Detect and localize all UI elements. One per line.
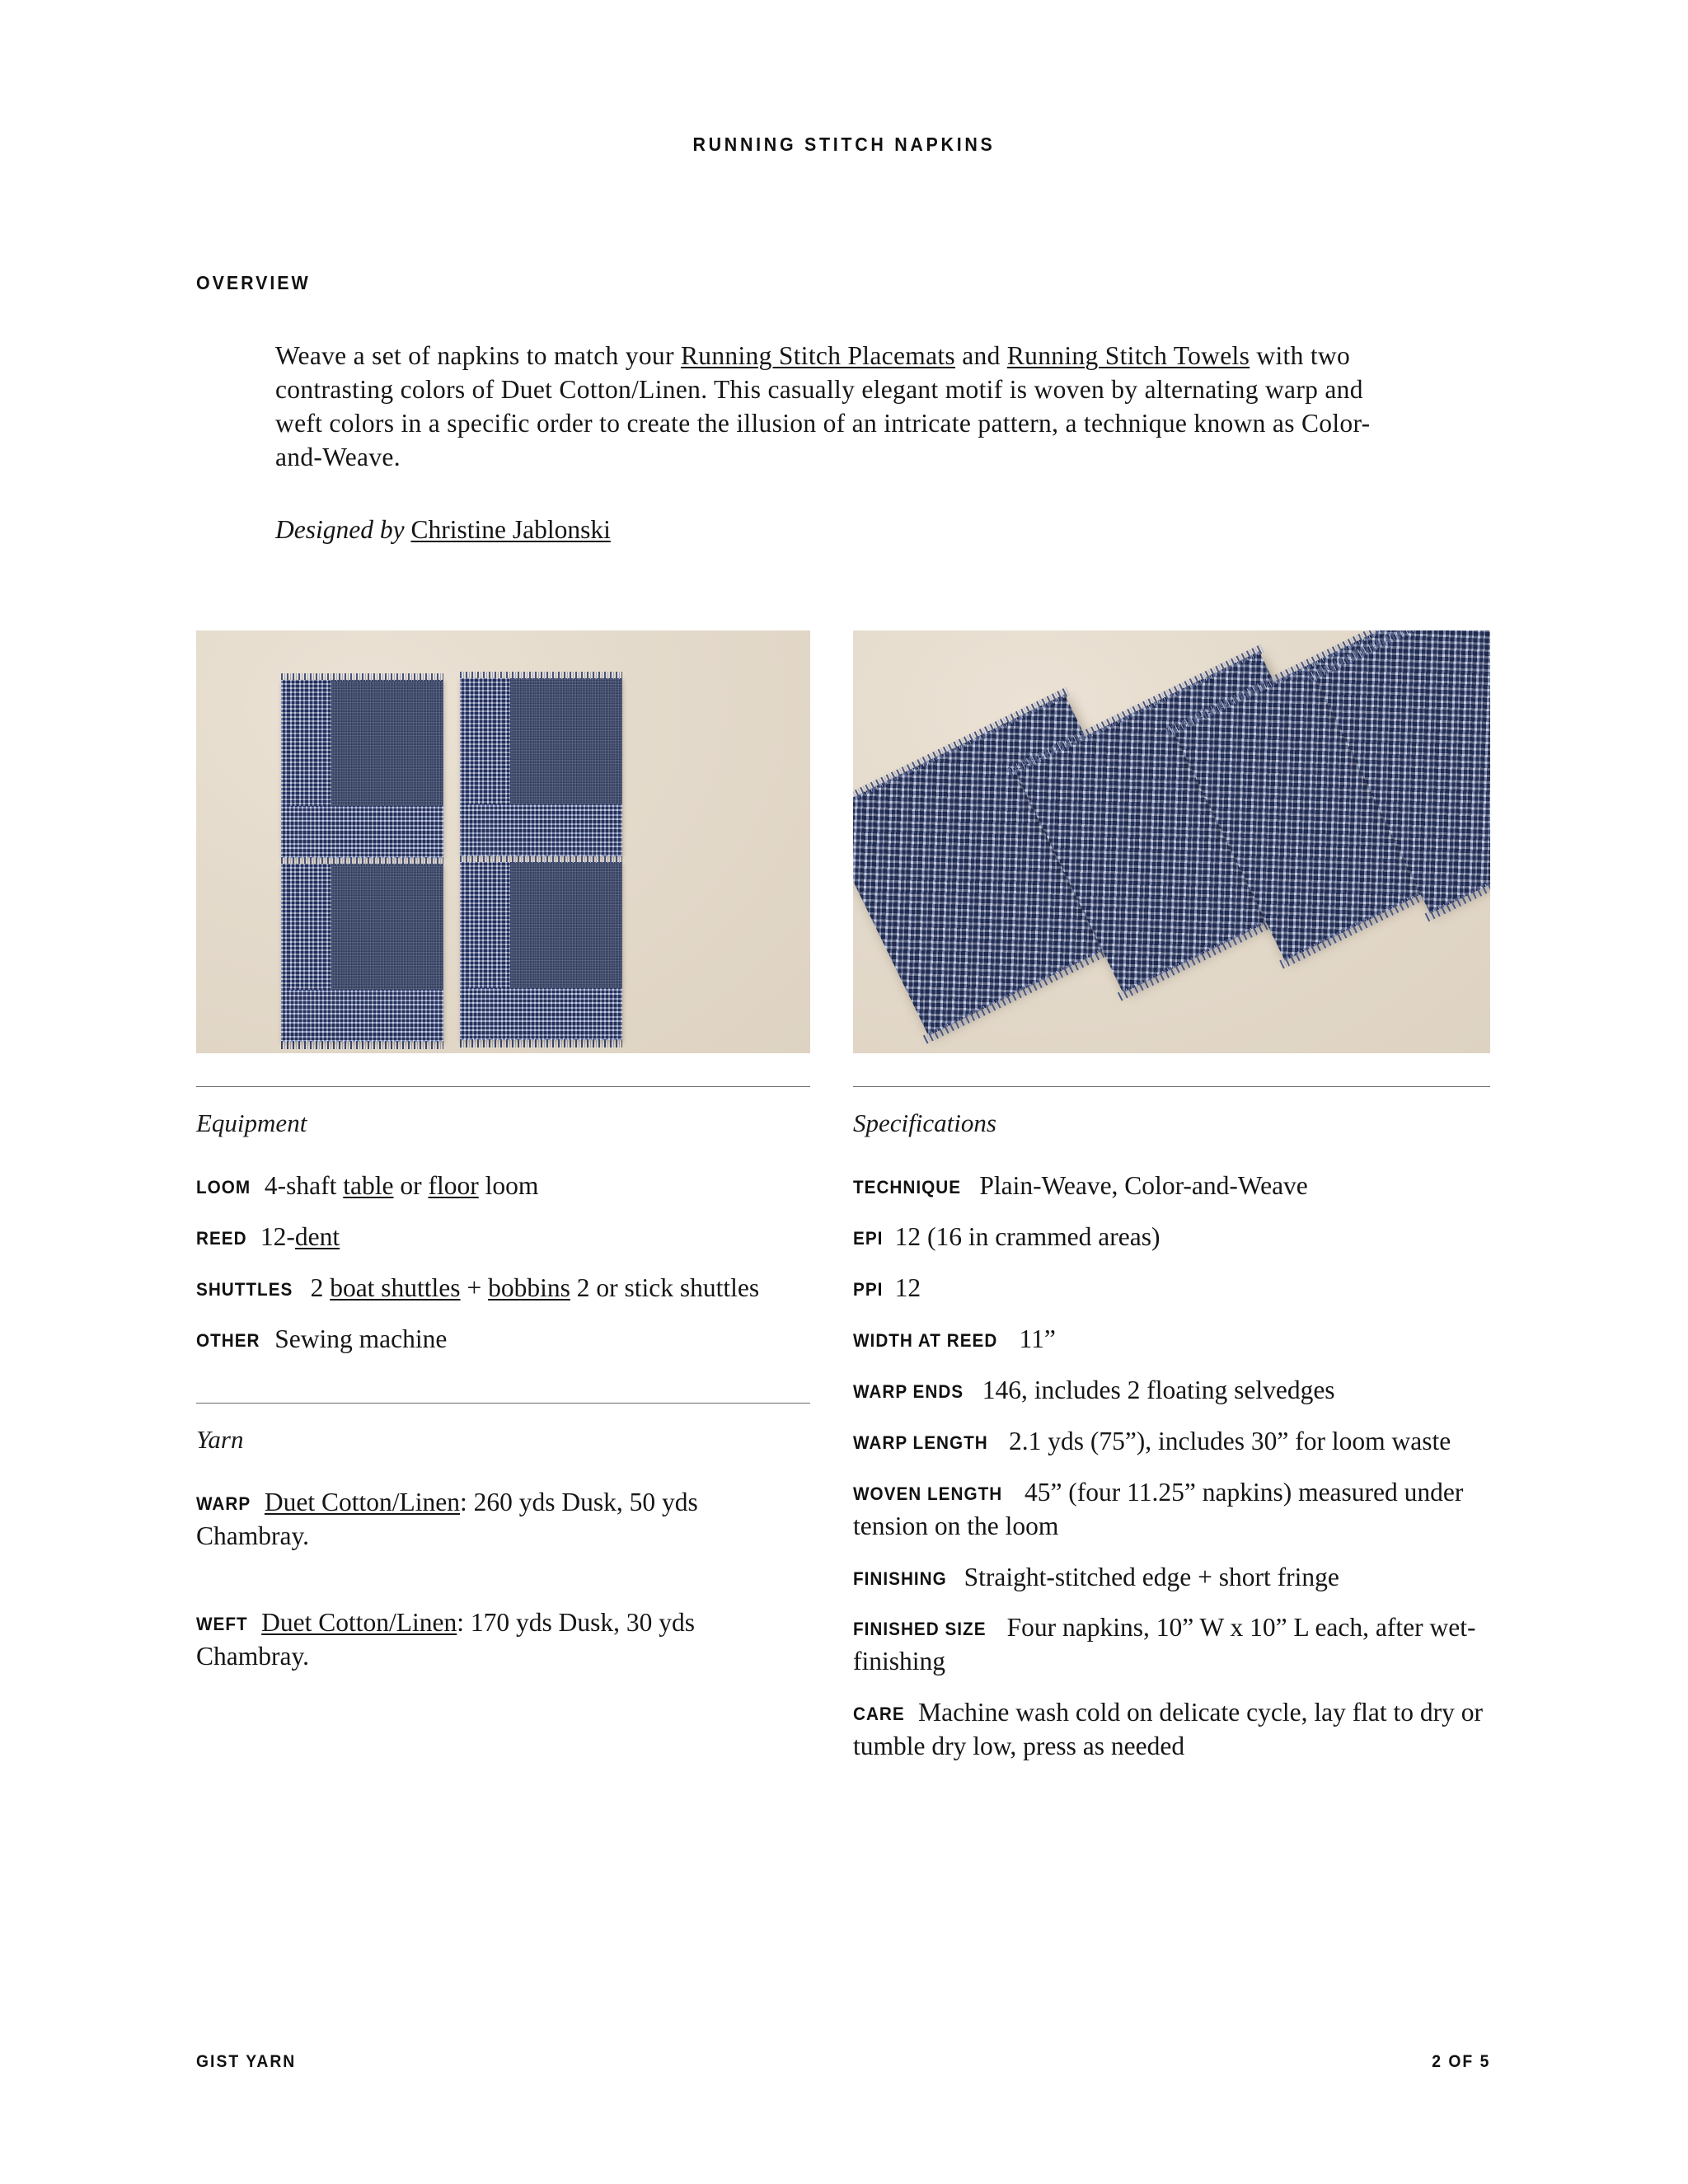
yarn-value-warp [196, 1488, 698, 1550]
equipment-label-shuttles: SHUTTLES [196, 1278, 293, 1300]
divider-yarn [196, 1403, 810, 1404]
spec-label-warp-ends: WARP ENDS [853, 1380, 964, 1402]
yarn-value-weft [196, 1608, 695, 1671]
napkin-flat-1 [281, 680, 443, 858]
link-bobbins[interactable]: bobbins [488, 1272, 570, 1302]
photo-napkins-folded [853, 630, 1490, 1053]
equipment-row-shuttles [196, 1272, 810, 1305]
spec-row-warp-ends [853, 1374, 1490, 1408]
spec-value-finished-size: Four napkins, 10” W x 10” L each, after wet-finishing [853, 1613, 1476, 1676]
spec-row-width-at-reed [853, 1323, 1490, 1357]
equipment-row-other [196, 1323, 810, 1357]
designer-credit [275, 513, 1396, 547]
spec-row-ppi [853, 1272, 1490, 1305]
spec-row-finished-size [853, 1611, 1490, 1679]
spec-value-woven-length: 45” (four 11.25” napkins) measured under tension on the loom [853, 1477, 1464, 1540]
yarn-label-warp: WARP [196, 1493, 251, 1514]
spec-value-finishing: Straight-stitched edge + short fringe [964, 1562, 1339, 1591]
photo-napkins-flat-lay [196, 630, 810, 1053]
overview-paragraph [275, 340, 1396, 475]
equipment-list [196, 1169, 810, 1357]
spec-row-finishing [853, 1561, 1490, 1595]
spec-value-care: Machine wash cold on delicate cycle, lay flat to dry or tumble dry low, press as needed [853, 1698, 1484, 1761]
divider-equipment [196, 1086, 810, 1087]
napkin-bottom-border [281, 806, 443, 858]
spec-value-warp-length: 2.1 yds (75”), includes 30” for loom waste [1008, 1426, 1451, 1455]
photo-row [196, 630, 1490, 1053]
running-head: RUNNING STITCH NAPKINS [692, 134, 996, 155]
spec-value-ppi: 12 [894, 1272, 921, 1302]
equipment-label-other: OTHER [196, 1329, 260, 1351]
spec-label-warp-length: WARP LENGTH [853, 1432, 988, 1453]
link-boat-shuttles[interactable]: boat shuttles [330, 1272, 461, 1302]
spec-label-epi: EPI [853, 1227, 884, 1249]
spec-row-technique [853, 1169, 1490, 1203]
napkin-bottom-border [460, 988, 622, 1040]
text-seg: : 260 yds Dusk, 50 yds Chambray. [196, 1487, 698, 1550]
column-specifications [853, 1086, 1490, 1781]
text-seg: or [393, 1171, 429, 1200]
specifications-title: Specifications [853, 1108, 996, 1137]
spec-label-ppi: PPI [853, 1278, 884, 1300]
equipment-label-reed: REED [196, 1227, 247, 1249]
yarn-title: Yarn [196, 1424, 244, 1454]
link-running-stitch-placemats[interactable]: Running Stitch Placemats [680, 341, 956, 370]
link-duet-cotton-linen-weft[interactable]: Duet Cotton/Linen [261, 1607, 457, 1637]
napkin-flat-4 [460, 862, 622, 1040]
overview-heading: OVERVIEW [196, 272, 311, 293]
yarn-list [196, 1486, 810, 1674]
specifications-list [853, 1169, 1490, 1764]
page-footer [196, 2052, 1490, 2072]
text-seg: 4-shaft [264, 1171, 344, 1200]
napkin-flat-3 [281, 864, 443, 1042]
napkin-flat-2 [460, 678, 622, 856]
yarn-row-weft [196, 1606, 810, 1674]
equipment-title: Equipment [196, 1108, 307, 1137]
napkin-fringe-bottom [281, 1041, 443, 1049]
link-dent[interactable]: dent [294, 1221, 340, 1251]
footer-page-number: 2 OF 5 [1431, 2052, 1490, 2071]
link-floor-loom[interactable]: floor [428, 1171, 479, 1200]
spec-value-width-at-reed: 11” [1019, 1324, 1056, 1353]
overview-text-2: and [955, 341, 1007, 370]
equipment-value-other: Sewing machine [274, 1324, 448, 1353]
spec-label-care: CARE [853, 1704, 905, 1725]
equipment-value-reed [260, 1222, 340, 1251]
spec-value-technique: Plain-Weave, Color-and-Weave [979, 1171, 1308, 1200]
spec-label-technique: TECHNIQUE [853, 1177, 962, 1197]
equipment-label-loom: LOOM [196, 1177, 251, 1197]
link-duet-cotton-linen-warp[interactable]: Duet Cotton/Linen [264, 1487, 461, 1516]
designed-by-label: Designed by [275, 514, 411, 544]
spec-row-epi [853, 1221, 1490, 1254]
napkin-fringe-bottom [460, 1039, 622, 1047]
yarn-row-warp [196, 1486, 810, 1554]
spec-value-epi: 12 (16 in crammed areas) [894, 1221, 1160, 1251]
spec-row-woven-length [853, 1476, 1490, 1544]
overview-text-3: with two contrasting colors of Duet Cotton/Linen. This casually elegant motif is woven by alternating warp and weft colors in a specific order to create the illusion of an intricate pattern, a technique known as Color-and-Weave. [275, 341, 1371, 471]
link-designer-name[interactable]: Christine Jablonski [410, 514, 611, 544]
spec-row-warp-length [853, 1425, 1490, 1459]
overview-text-1: Weave a set of napkins to match your [275, 341, 681, 370]
link-table-loom[interactable]: table [343, 1171, 394, 1200]
text-seg: 2 or stick shuttles [570, 1272, 760, 1302]
text-seg: + [460, 1272, 489, 1302]
text-seg: 12- [260, 1221, 295, 1251]
text-seg: loom [478, 1171, 539, 1200]
equipment-row-loom [196, 1169, 810, 1203]
link-running-stitch-towels[interactable]: Running Stitch Towels [1006, 341, 1250, 370]
spec-value-warp-ends: 146, includes 2 floating selvedges [982, 1375, 1335, 1404]
overview-body [275, 340, 1396, 547]
footer-brand: GIST YARN [196, 2052, 297, 2071]
text-seg: : 170 yds Dusk, 30 yds Chambray. [196, 1607, 696, 1671]
equipment-value-shuttles [311, 1273, 760, 1302]
spec-label-width-at-reed: WIDTH AT REED [853, 1329, 998, 1351]
napkin-bottom-border [460, 804, 622, 856]
spec-label-woven-length: WOVEN LENGTH [853, 1483, 1003, 1504]
yarn-label-weft: WEFT [196, 1613, 248, 1634]
napkin-bottom-border [281, 990, 443, 1042]
spec-label-finishing: FINISHING [853, 1568, 947, 1589]
column-equipment-yarn [196, 1086, 810, 1691]
divider-specifications [853, 1086, 1490, 1087]
text-seg: 2 [310, 1272, 331, 1302]
spec-label-finished-size: FINISHED SIZE [853, 1619, 987, 1640]
spec-row-care [853, 1696, 1490, 1764]
overview-section [196, 272, 1490, 547]
equipment-value-loom [265, 1171, 538, 1200]
equipment-row-reed [196, 1221, 810, 1254]
yarn-section [196, 1403, 810, 1674]
